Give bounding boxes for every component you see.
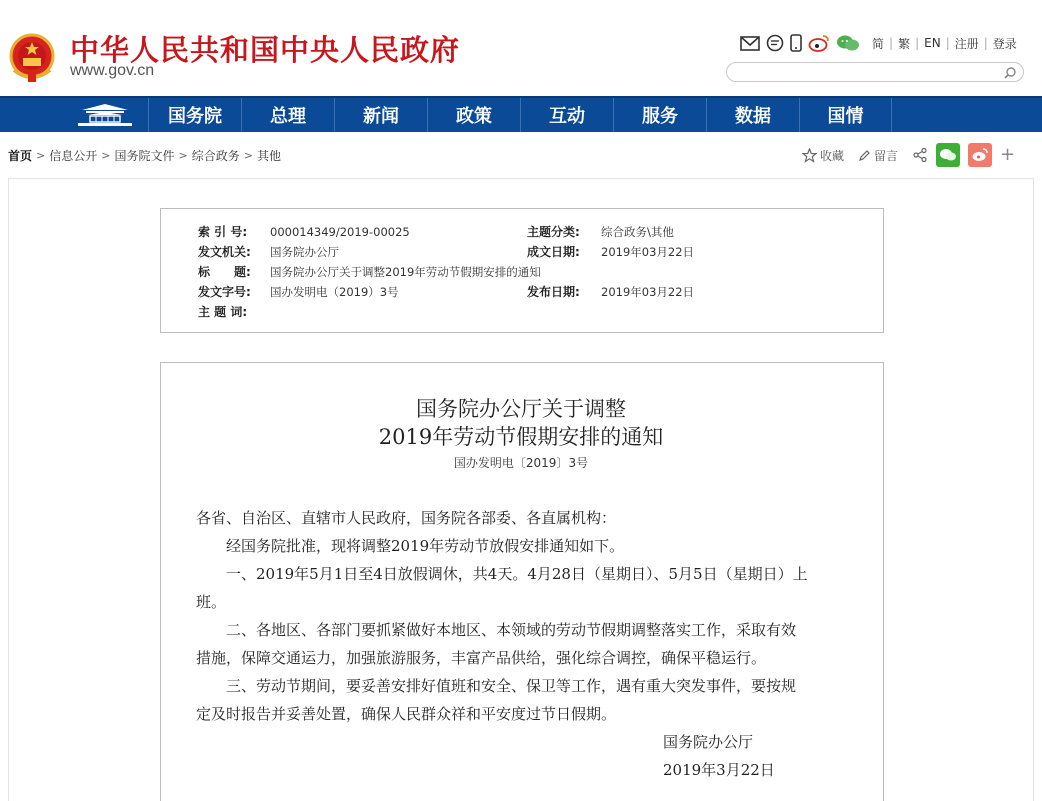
national-emblem-icon[interactable] [8,32,56,84]
document-line: 经国务院批准，现将调整2019年劳动节放假安排通知如下。 [196,537,625,555]
nav-item-news[interactable]: 新闻 [334,98,427,132]
document-number: 国办发明电〔2019〕3号 [453,456,589,470]
meta-issuer-label: 发文机关: [198,245,251,259]
meta-title-label: 标 题: [198,265,251,279]
chevron-right-icon: > [36,149,46,162]
meta-written-date-value: 2019年03月22日 [601,245,695,259]
document-line: 措施，保障交通运力，加强旅游服务，丰富产品供给，强化综合调控，确保平稳运行。 [196,649,767,667]
top-toolbar [740,34,1017,52]
nav-item-data[interactable]: 数据 [706,98,799,132]
site-title[interactable]: 中华人民共和国中央人民政府 [70,33,461,67]
document-title-line-1: 国务院办公厅关于调整 [416,397,626,421]
chat-bubble-icon[interactable] [766,34,784,52]
favorite-button[interactable] [802,147,844,164]
search-icon[interactable] [1003,65,1017,84]
breadcrumb-state-council-docs[interactable]: 国务院文件 [114,149,175,163]
star-icon [802,148,817,163]
share-icon[interactable] [912,147,928,163]
document-line: 班。 [196,593,227,611]
meta-published-date-value: 2019年03月22日 [601,285,695,299]
site-header [0,0,1042,96]
nav-items [148,98,892,132]
meta-issuer [198,243,339,260]
breadcrumb-other[interactable]: 其他 [256,149,281,163]
simplified-chinese-link[interactable]: 简 [872,36,885,51]
meta-written-date [527,243,694,260]
document-line: 一、2019年5月1日至4日放假调休，共4天。4月28日（星期日）、5月5日（星期日）上 [196,565,808,583]
comment-label: 留言 [874,148,899,163]
wechat-icon[interactable] [836,34,860,52]
nav-item-premier[interactable]: 总理 [241,98,334,132]
home-building-icon[interactable] [62,98,148,132]
document-date: 2019年3月22日 [663,761,775,779]
document-line: 二、各地区、各部门要抓紧做好本地区、本领域的劳动节假期调整落实工作，采取有效 [196,621,797,639]
traditional-chinese-link[interactable]: 繁 [898,36,911,51]
share-tools [802,143,1015,167]
meta-category-value: 综合政务\其他 [601,225,674,239]
meta-doc-number [198,283,399,300]
nav-item-services[interactable]: 服务 [613,98,706,132]
meta-category [527,223,674,240]
mobile-icon[interactable] [790,34,802,52]
language-links: 简 | 繁 | EN | 注册 | 登录 [872,36,1017,51]
favorite-label: 收藏 [820,148,845,163]
nav-item-national-profile[interactable]: 国情 [799,98,892,132]
meta-title-value: 国务院办公厅关于调整2019年劳动节假期安排的通知 [270,265,541,279]
weibo-icon[interactable] [808,34,830,52]
meta-index [198,223,410,240]
search-box [726,62,1024,82]
meta-published-date-label: 发布日期: [527,285,580,299]
breadcrumb-general-affairs[interactable]: 综合政务 [191,149,240,163]
meta-index-label: 索 引 号: [198,225,248,239]
login-link[interactable]: 登录 [992,36,1017,51]
chevron-right-icon: > [101,149,111,162]
plus-icon[interactable]: + [1000,144,1016,165]
mail-icon[interactable] [740,36,760,51]
meta-issuer-value: 国务院办公厅 [270,245,339,259]
document-title-line-2: 2019年劳动节假期安排的通知 [378,425,664,449]
breadcrumb [8,147,281,164]
comment-button[interactable] [858,147,898,164]
wechat-share-icon[interactable] [936,143,960,167]
meta-published-date [527,283,694,300]
pencil-icon [858,149,871,162]
nav-item-policies[interactable]: 政策 [427,98,520,132]
nav-item-state-council[interactable]: 国务院 [148,98,241,132]
meta-written-date-label: 成文日期: [527,245,580,259]
breadcrumb-home[interactable]: 首页 [8,149,33,163]
site-url[interactable]: www.gov.cn [70,62,155,79]
document-line: 定及时报告并妥善处置，确保人民群众祥和平安度过节日假期。 [196,705,617,723]
meta-doc-number-value: 国办发明电（2019）3号 [270,285,399,299]
breadcrumb-info-disclosure[interactable]: 信息公开 [49,149,98,163]
nav-item-interaction[interactable]: 互动 [520,98,613,132]
document-signature: 国务院办公厅 [663,733,754,751]
chevron-right-icon: > [178,149,188,162]
meta-keywords [198,303,270,320]
chevron-right-icon: > [243,149,253,162]
search-input[interactable] [737,66,997,84]
meta-title [198,263,541,280]
meta-keywords-label: 主 题 词: [198,305,248,319]
english-link[interactable]: EN [924,36,941,50]
document-line: 三、劳动节期间，要妥善安排好值班和安全、保卫等工作，遇有重大突发事件，要按规 [196,677,797,695]
weibo-share-icon[interactable] [968,143,992,167]
meta-doc-number-label: 发文字号: [198,285,251,299]
meta-index-value: 000014349/2019-00025 [270,225,410,239]
document-line: 各省、自治区、直辖市人民政府，国务院各部委、各直属机构： [196,509,617,527]
meta-category-label: 主题分类: [527,225,580,239]
register-link[interactable]: 注册 [954,36,979,51]
main-nav [0,96,1042,132]
